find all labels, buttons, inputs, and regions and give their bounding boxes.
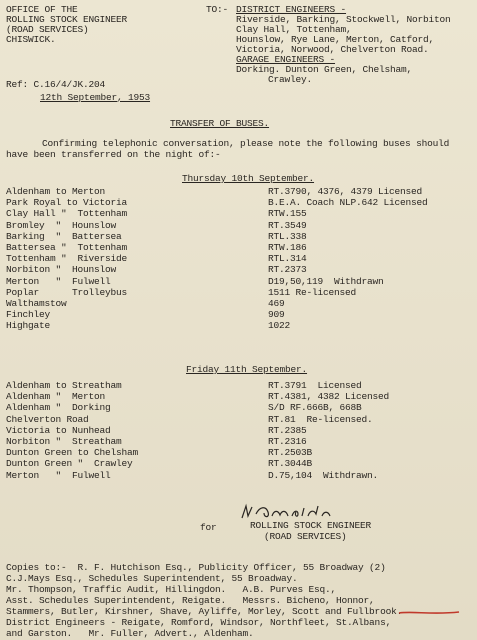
row-route: Clay Hall " Tottenham (6, 208, 128, 220)
row-route: Aldenham to Streatham (6, 380, 122, 391)
row-detail: B.E.A. Coach NLP.642 Licensed (268, 197, 428, 209)
from-line-4: CHISWICK. (6, 34, 56, 45)
row-route: Walthamstow (6, 298, 67, 310)
row-route: Battersea " Tottenham (6, 242, 128, 254)
table-row (6, 458, 389, 469)
table-row (6, 320, 428, 331)
row-detail: 1022 (268, 320, 291, 332)
copies-line-4: Asst. Schedules Superintendent, Reigate. Messrs. Bicheno, Honnor, (6, 595, 375, 606)
signoff-for: for (200, 522, 217, 533)
table-row (6, 436, 389, 447)
row-route: Merton " Fulwell (6, 275, 111, 287)
row-detail: S/D RF.666B, 668B (268, 402, 362, 414)
garage-line-2: Crawley. (268, 74, 313, 85)
copies-line-7: and Garston. Mr. Fuller, Advert., Aldenham. (6, 628, 254, 639)
table-row (6, 264, 428, 275)
row-detail: RT.2385 (268, 424, 307, 436)
row-route: Aldenham " Merton (6, 391, 106, 403)
table-row (6, 470, 389, 481)
to-line-4: Hounslow, Rye Lane, Merton, Catford, (236, 34, 435, 45)
row-detail: RT.4381, 4382 Licensed (268, 391, 390, 403)
row-route: Poplar Trolleybus (6, 286, 128, 298)
to-line-1: DISTRICT ENGINEERS - (236, 4, 347, 15)
section2-heading: Friday 11th September. (186, 364, 308, 375)
row-detail: RT.3044B (268, 458, 313, 470)
table-row (6, 391, 389, 402)
row-detail: D19,50,119 Withdrawn (268, 275, 384, 287)
to-line-3: Clay Hall, Tottenham, (236, 24, 352, 35)
intro-line-1: Confirming telephonic conversation, please note the following buses should (42, 138, 450, 149)
row-route: Aldenham to Merton (6, 186, 106, 197)
red-pen-underline (398, 610, 460, 616)
table-row (6, 425, 389, 436)
table-row (6, 208, 428, 219)
row-detail: 1511 Re-licensed (268, 286, 357, 298)
row-detail: 909 (268, 309, 285, 321)
section1-table (6, 186, 428, 332)
from-line-3: (ROAD SERVICES) (6, 24, 89, 35)
section2-table (6, 380, 389, 481)
row-detail: RT.2316 (268, 436, 307, 448)
from-line-1: OFFICE OF THE (6, 4, 78, 15)
row-route: Norbiton " Hounslow (6, 264, 117, 276)
table-row (6, 414, 389, 425)
to-line-5: Victoria, Norwood, Chelverton Road. (236, 44, 429, 55)
reference: Ref: C.16/4/JK.204 (6, 79, 106, 90)
section1-heading: Thursday 10th September. (182, 173, 315, 184)
row-route: Chelverton Road (6, 413, 89, 425)
table-row (6, 220, 428, 231)
table-row (6, 276, 428, 287)
row-route: Dunton Green " Crawley (6, 458, 133, 470)
from-line-2: ROLLING STOCK ENGINEER (6, 14, 128, 25)
row-detail: RT.81 Re-licensed. (268, 413, 373, 425)
memo-date: 12th September, 1953 (40, 92, 151, 103)
to-label: TO:- (206, 4, 229, 15)
row-route: Highgate (6, 320, 51, 332)
row-route: Bromley " Hounslow (6, 219, 117, 231)
copies-line-6: District Engineers - Reigate, Romford, Windsor, Northfleet, St.Albans, (6, 617, 392, 628)
handwritten-signature (238, 502, 348, 522)
signoff-line-2: (ROAD SERVICES) (264, 531, 347, 542)
copies-line-3: Mr. Thompson, Traffic Audit, Hillingdon. A.B. Purves Esq., (6, 584, 337, 595)
table-row (6, 447, 389, 458)
garage-line-1: Dorking. Dunton Green, Chelsham, (236, 64, 413, 75)
row-detail: RT.2373 (268, 264, 307, 276)
signoff-line-1: ROLLING STOCK ENGINEER (250, 520, 372, 531)
table-row (6, 231, 428, 242)
row-route: Victoria to Nunhead (6, 424, 111, 436)
table-row (6, 309, 428, 320)
row-route: Norbiton " Streatham (6, 436, 122, 448)
row-detail: RTW.186 (268, 242, 307, 254)
row-detail: RTW.155 (268, 208, 307, 220)
table-row (6, 287, 428, 298)
table-row (6, 298, 428, 309)
row-route: Tottenham " Riverside (6, 253, 128, 265)
row-detail: D.75,104 Withdrawn. (268, 469, 379, 481)
to-line-2: Riverside, Barking, Stockwell, Norbiton (236, 14, 451, 25)
copies-line-5: Stammers, Butler, Kirshner, Shave, Ayliffe, Morley, Scott and Fullbrook. (6, 606, 403, 617)
row-route: Finchley (6, 309, 51, 321)
row-detail: RTL.338 (268, 230, 307, 242)
copies-line-2: C.J.Mays Esq., Schedules Superintendent, 55 Broadway. (6, 573, 298, 584)
row-route: Barking " Battersea (6, 230, 122, 242)
row-route: Park Royal to Victoria (6, 197, 128, 209)
row-detail: RT.3549 (268, 219, 307, 231)
table-row (6, 197, 428, 208)
table-row (6, 242, 428, 253)
row-route: Aldenham " Dorking (6, 402, 111, 414)
row-detail: 469 (268, 298, 285, 310)
memo-title: TRANSFER OF BUSES. (170, 118, 270, 129)
row-detail: RT.3791 Licensed (268, 380, 362, 391)
row-detail: RT.2503B (268, 447, 313, 459)
table-row (6, 186, 428, 197)
copies-line-1: Copies to:- R. F. Hutchison Esq., Publicity Officer, 55 Broadway (2) (6, 562, 386, 573)
table-row (6, 402, 389, 413)
row-route: Dunton Green to Chelsham (6, 447, 139, 459)
table-row (6, 380, 389, 391)
table-row (6, 253, 428, 264)
row-detail: RT.3790, 4376, 4379 Licensed (268, 186, 423, 197)
intro-line-2: have been transferred on the night of:- (6, 149, 221, 160)
garage-label: GARAGE ENGINEERS - (236, 54, 336, 65)
row-route: Merton " Fulwell (6, 469, 111, 481)
row-detail: RTL.314 (268, 253, 307, 265)
